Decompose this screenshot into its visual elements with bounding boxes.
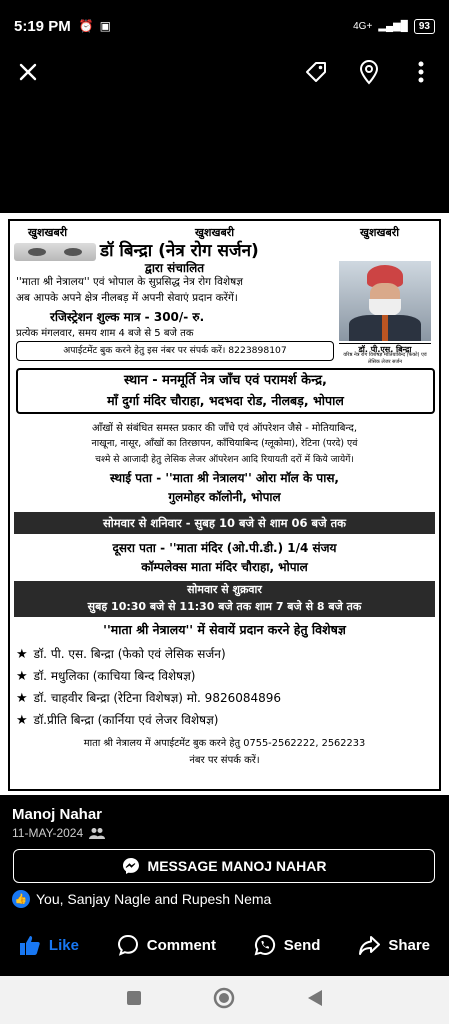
- tuesday-timing: प्रत्येक मंगलवार, समय शाम 4 बजे से 5 बजे तक: [16, 328, 194, 339]
- intro-line-2: अब आपके अपने क्षेत्र नीलबड़ में अपनी सेवाएं प्रदान करेंगें।: [16, 292, 238, 304]
- network-label: 4G+: [353, 20, 373, 32]
- second-address-2: कॉम्पलेक्स माता मंदिर चौराहा, भोपाल: [141, 560, 308, 574]
- intro-line-1: ''माता श्री नेत्रालय'' एवं भोपाल के सुप्रसिद्ध नेत्र रोग विशेषज्ञ: [16, 276, 243, 288]
- doctor-name: डॉ. पी.एस. बिन्द्रा: [339, 343, 431, 355]
- star-icon: ★: [16, 691, 28, 706]
- status-bar: [0, 0, 449, 52]
- opd-hours-bar: [14, 581, 435, 617]
- poster-title: डॉ बिन्द्रा (नेत्र रोग सर्जन): [100, 241, 259, 261]
- specialist-item: ★ डॉ. मधुलिका (काचिया बिन्द विशेषज्ञ): [16, 669, 196, 684]
- comment-icon: [117, 934, 139, 956]
- appointment-box: अपाईटमेंट बुक करने हेतु इस नंबर पर संपर्क करें। 8223898107: [16, 341, 334, 361]
- operated-by: द्वारा संचालित: [144, 261, 205, 275]
- star-icon: ★: [16, 647, 28, 662]
- tag-icon[interactable]: [300, 56, 332, 88]
- weekday-hours-bar: सोमवार से शनिवार - सुबह 10 बजे से शाम 06 बजे तक: [14, 512, 435, 534]
- venue-line-1: स्थान - मनमूर्ति नेत्र जाँच एवं परामर्श केन्द्र,: [124, 373, 327, 388]
- home-button[interactable]: [213, 987, 235, 1013]
- share-arrow-icon: [358, 934, 380, 956]
- message-button-label: MESSAGE MANOJ NAHAR: [147, 858, 327, 874]
- post-date: 11-MAY-2024: [12, 826, 105, 840]
- friends-icon: [89, 827, 105, 839]
- system-nav-bar: [0, 976, 449, 1024]
- permanent-address-1: स्थाई पता - ''माता श्री नेत्रालय'' ओरा मॉल के पास,: [110, 471, 339, 485]
- like-reaction-icon: 👍: [12, 890, 30, 908]
- star-icon: ★: [16, 713, 28, 728]
- registration-fee: रजिस्ट्रेशन शुल्क मात्र - 300/- रु.: [50, 310, 205, 324]
- reactions-summary[interactable]: [12, 890, 271, 908]
- star-icon: ★: [16, 669, 28, 684]
- recents-button[interactable]: [126, 990, 142, 1010]
- good-news-label: खुशखबरी: [195, 226, 235, 239]
- action-bar: [0, 928, 449, 962]
- like-button[interactable]: [19, 934, 79, 956]
- services-heading: ''माता श्री नेत्रालय'' में सेवायें प्रदान करने हेतु विशेषज्ञ: [103, 622, 346, 637]
- desc-line-1: आँखों से संबंधित समस्त प्रकार की जाँचे एवं ऑपरेशन जैसे - मोतियाबिन्द,: [92, 423, 357, 434]
- send-label: Send: [283, 936, 321, 954]
- alarm-icon: ⏰: [78, 19, 94, 33]
- specialist-item: ★ डॉ. पी. एस. बिन्द्रा (फेको एवं लेसिक सर्जन): [16, 647, 226, 662]
- location-pin-icon[interactable]: [353, 56, 385, 88]
- send-button[interactable]: [254, 934, 321, 956]
- desc-line-2: नाखूना, नासूर, आँखों का तिरछापन, काँचियाबिन्द (ग्लूकोमा), रेटिना (परदे) एवं: [91, 438, 358, 449]
- reactions-text: You, Sanjay Nagle and Rupesh Nema: [36, 891, 272, 907]
- back-icon: [307, 989, 323, 1007]
- footer-contact-2: नंबर पर संपर्क करें।: [189, 755, 260, 766]
- messenger-icon: [122, 857, 140, 875]
- share-button[interactable]: [358, 934, 430, 956]
- comment-button[interactable]: [117, 934, 216, 956]
- signal-icon: ▂▄▆█: [378, 20, 408, 32]
- home-icon: [213, 987, 235, 1009]
- opd-days: सोमवार से शुक्रवार: [187, 583, 262, 596]
- back-button[interactable]: [307, 989, 323, 1011]
- comment-label: Comment: [146, 936, 216, 954]
- more-vertical-icon[interactable]: [405, 56, 437, 88]
- permanent-address-2: गुलमोहर कॉलोनी, भोपाल: [168, 490, 281, 504]
- viewer-toolbar: [0, 52, 449, 92]
- thumbs-up-icon: [19, 934, 41, 956]
- good-news-label: खुशखबरी: [28, 226, 68, 239]
- second-address-1: दूसरा पता - ''माता मंदिर (ओ.पी.डी.) 1/4 संजय: [112, 541, 337, 555]
- share-label: Share: [388, 936, 431, 954]
- author-name[interactable]: Manoj Nahar: [12, 806, 103, 823]
- venue-box: [16, 368, 435, 414]
- recents-icon: [126, 990, 142, 1006]
- doctor-photo: [339, 261, 431, 341]
- post-image[interactable]: [0, 213, 449, 795]
- status-right: [353, 19, 435, 34]
- like-label: Like: [48, 936, 79, 954]
- status-time: 5:19 PM: [14, 17, 71, 35]
- notification-icon: ▣: [99, 19, 111, 33]
- close-icon[interactable]: [12, 56, 44, 88]
- specialist-item: ★ डॉ.प्रीति बिन्द्रा (कार्निया एवं लेजर विशेषज्ञ): [16, 713, 219, 728]
- desc-line-3: चश्मे से आजादी हेतु लेसिक लेजर ऑपरेशन आदि रियायती दरों में किये जायेगें।: [95, 454, 354, 465]
- specialist-item: ★ डॉ. चाहवीर बिन्द्रा (रेटिना विशेषज्ञ) मो. 9826084896: [16, 691, 282, 706]
- good-news-label: खुशखबरी: [360, 226, 400, 239]
- battery-icon: 93: [414, 19, 435, 34]
- opd-times: सुबह 10:30 बजे से 11:30 बजे तक शाम 7 बजे से 8 बजे तक: [87, 600, 362, 613]
- doctor-role: वरिष्ठ नेत्र रोग विशेषज्ञ मोतियाबिन्द (फेको) एवं लेसिक लेजर सर्जन: [343, 352, 427, 365]
- venue-line-2: माँ दुर्गा मंदिर चौराहा, भदभदा रोड, नीलबड़, भोपाल: [107, 393, 344, 408]
- whatsapp-icon: [254, 934, 276, 956]
- poster: [8, 219, 441, 791]
- footer-contact-1: माता श्री नेत्रालय में अपाईटमेंट बुक करने हेतु 0755-2562222, 2562233: [83, 738, 366, 749]
- message-button[interactable]: [13, 849, 435, 883]
